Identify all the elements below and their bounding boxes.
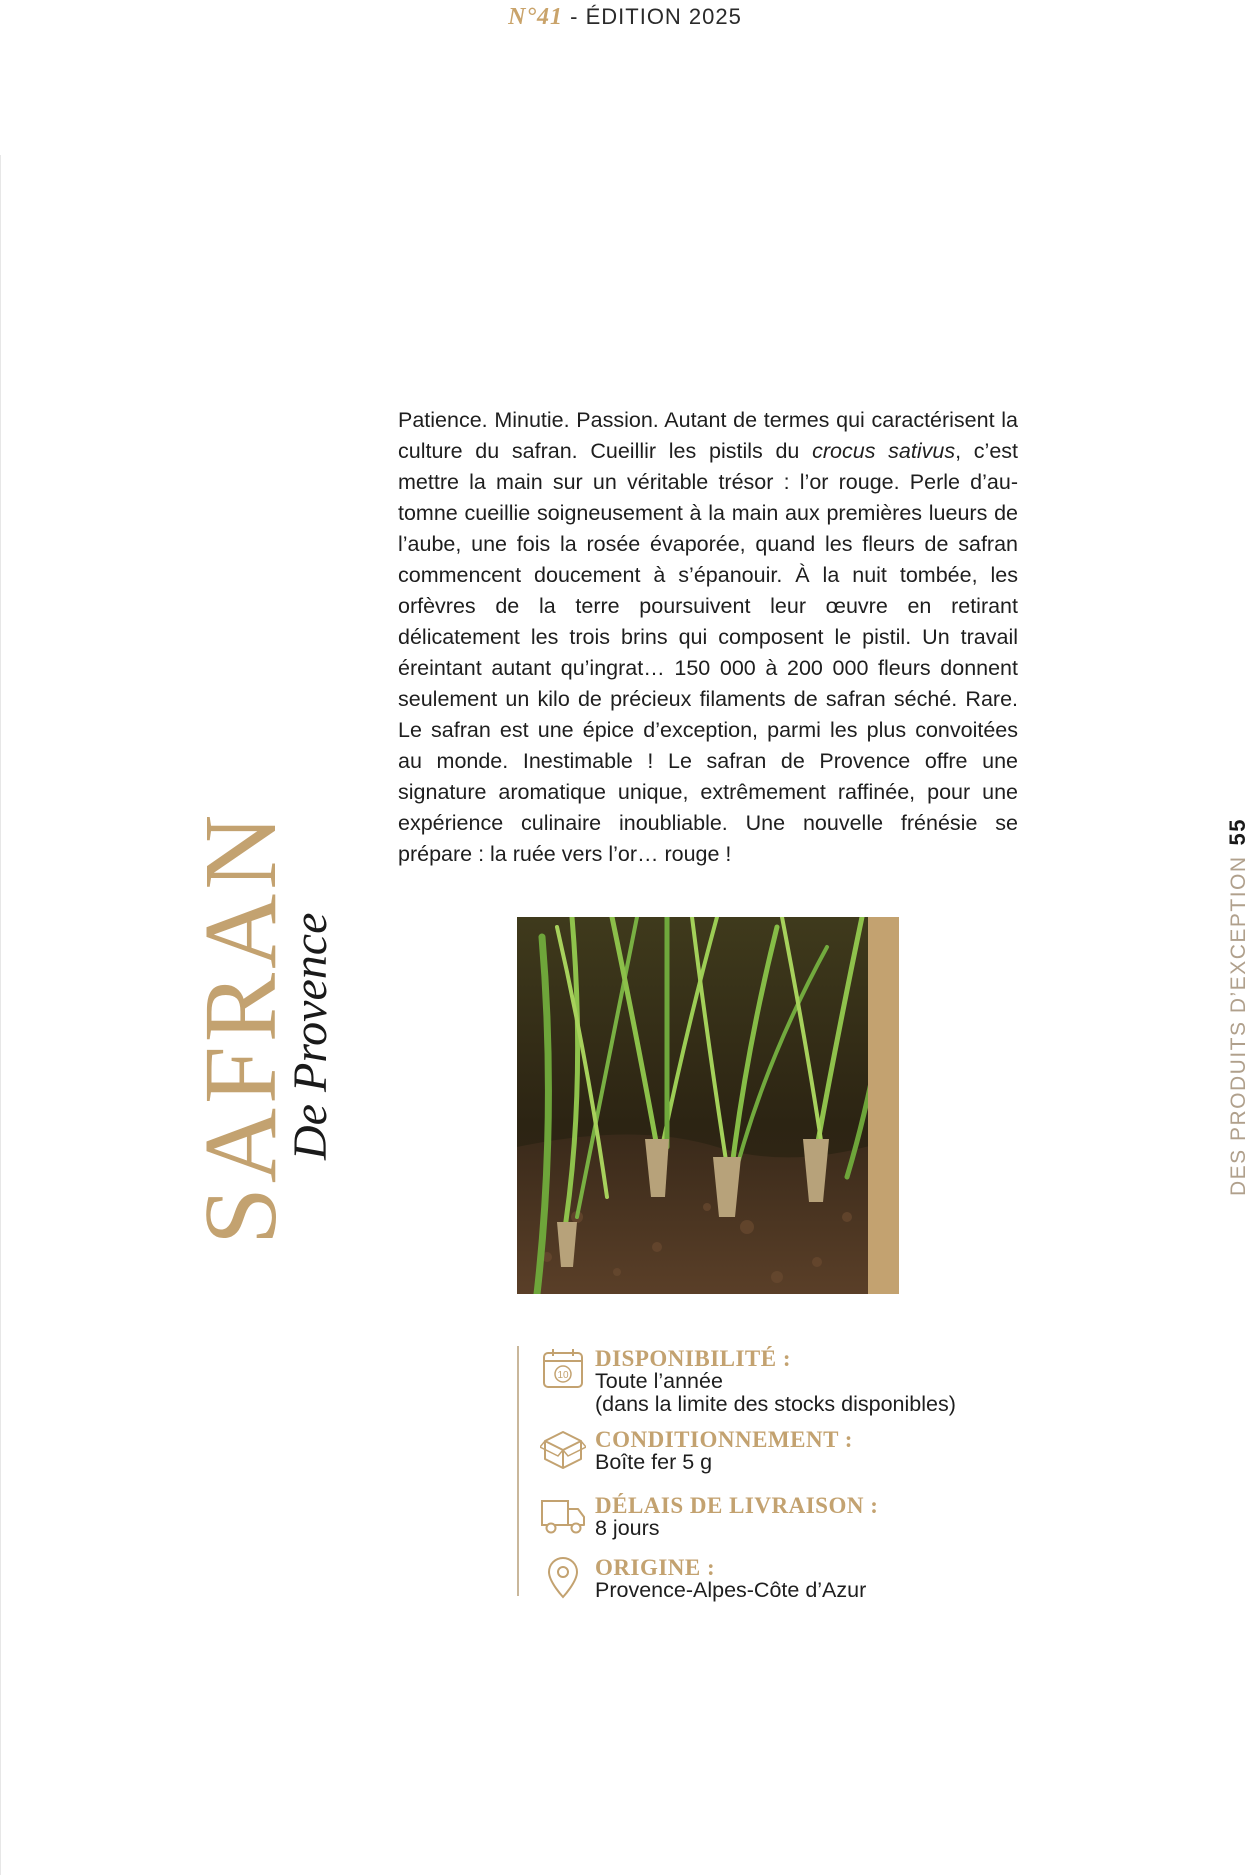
origin-value: Provence-Alpes-Côte d’Azur xyxy=(595,1578,867,1602)
edition-label: - ÉDITION 2025 xyxy=(563,4,742,29)
body-part-2: , c’est mettre la main sur un véritable trésor : l’or rouge. Perle d’automne cueillie soigneusement à la main aux premières lueurs de l’aube, une fois la rosée évaporée, quand les fleurs de safran commencent doucement à s’épanouir. À la nuit tombée, les orfèvres de la terre poursuivent leur œuvre en retirant délicatement les trois brins qui composent le pistil. Un travail éreintant autant qu’ingrat… 150 000 à 200 000 fleurs donnent seulement un kilo de précieux filaments de safran séché. Rare. Le safran est une épice d’exception, parmi les plus convoitées au monde. Inestimable ! Le safran de Provence offre une signature aromatique unique, extrêmement raffinée, pour une expérience culinaire inoubliable. Une nouvelle frénésie se prépare : la ruée vers l’or… rouge ! xyxy=(398,439,1018,866)
delivery-value: 8 jours xyxy=(595,1516,660,1540)
body-part-1: Patience. Minutie. Passion. Autant de termes qui caractérisent la culture du safran. Cueillir les pistils du xyxy=(398,408,1018,463)
box-icon xyxy=(540,1427,586,1473)
info-divider xyxy=(517,1346,519,1596)
location-pin-icon xyxy=(540,1555,586,1601)
svg-text:10: 10 xyxy=(557,1370,569,1381)
availability-line-2: (dans la limite des stocks disponibles) xyxy=(595,1392,956,1416)
availability-label: DISPONIBILITÉ : xyxy=(595,1346,792,1371)
photo-accent-band xyxy=(868,917,899,1294)
page-number: 55 xyxy=(1225,817,1250,846)
left-border-rule xyxy=(0,155,1,1875)
availability-line-1: Toute l’année xyxy=(595,1369,723,1393)
packaging-value: Boîte fer 5 g xyxy=(595,1450,713,1474)
title-main: SAFRAN xyxy=(183,810,298,1245)
packaging-label: CONDITIONNEMENT : xyxy=(595,1427,853,1452)
availability-value xyxy=(595,1370,956,1416)
title-subtitle: De Provence xyxy=(284,912,337,1160)
article-body xyxy=(398,405,1018,870)
delivery-label: DÉLAIS DE LIVRAISON : xyxy=(595,1493,879,1518)
body-italic-term: crocus sativus xyxy=(812,439,956,463)
issue-number: N°41 xyxy=(508,4,564,30)
section-name: DES PRODUITS D’EXCEPTION xyxy=(1227,855,1250,1196)
calendar-icon xyxy=(540,1346,586,1392)
vertical-title xyxy=(183,775,345,1245)
page-header xyxy=(0,4,1250,31)
origin-label: ORIGINE : xyxy=(595,1555,716,1580)
saffron-plant-photo xyxy=(517,917,899,1294)
section-side-label xyxy=(1220,796,1250,1196)
truck-icon xyxy=(540,1493,586,1539)
